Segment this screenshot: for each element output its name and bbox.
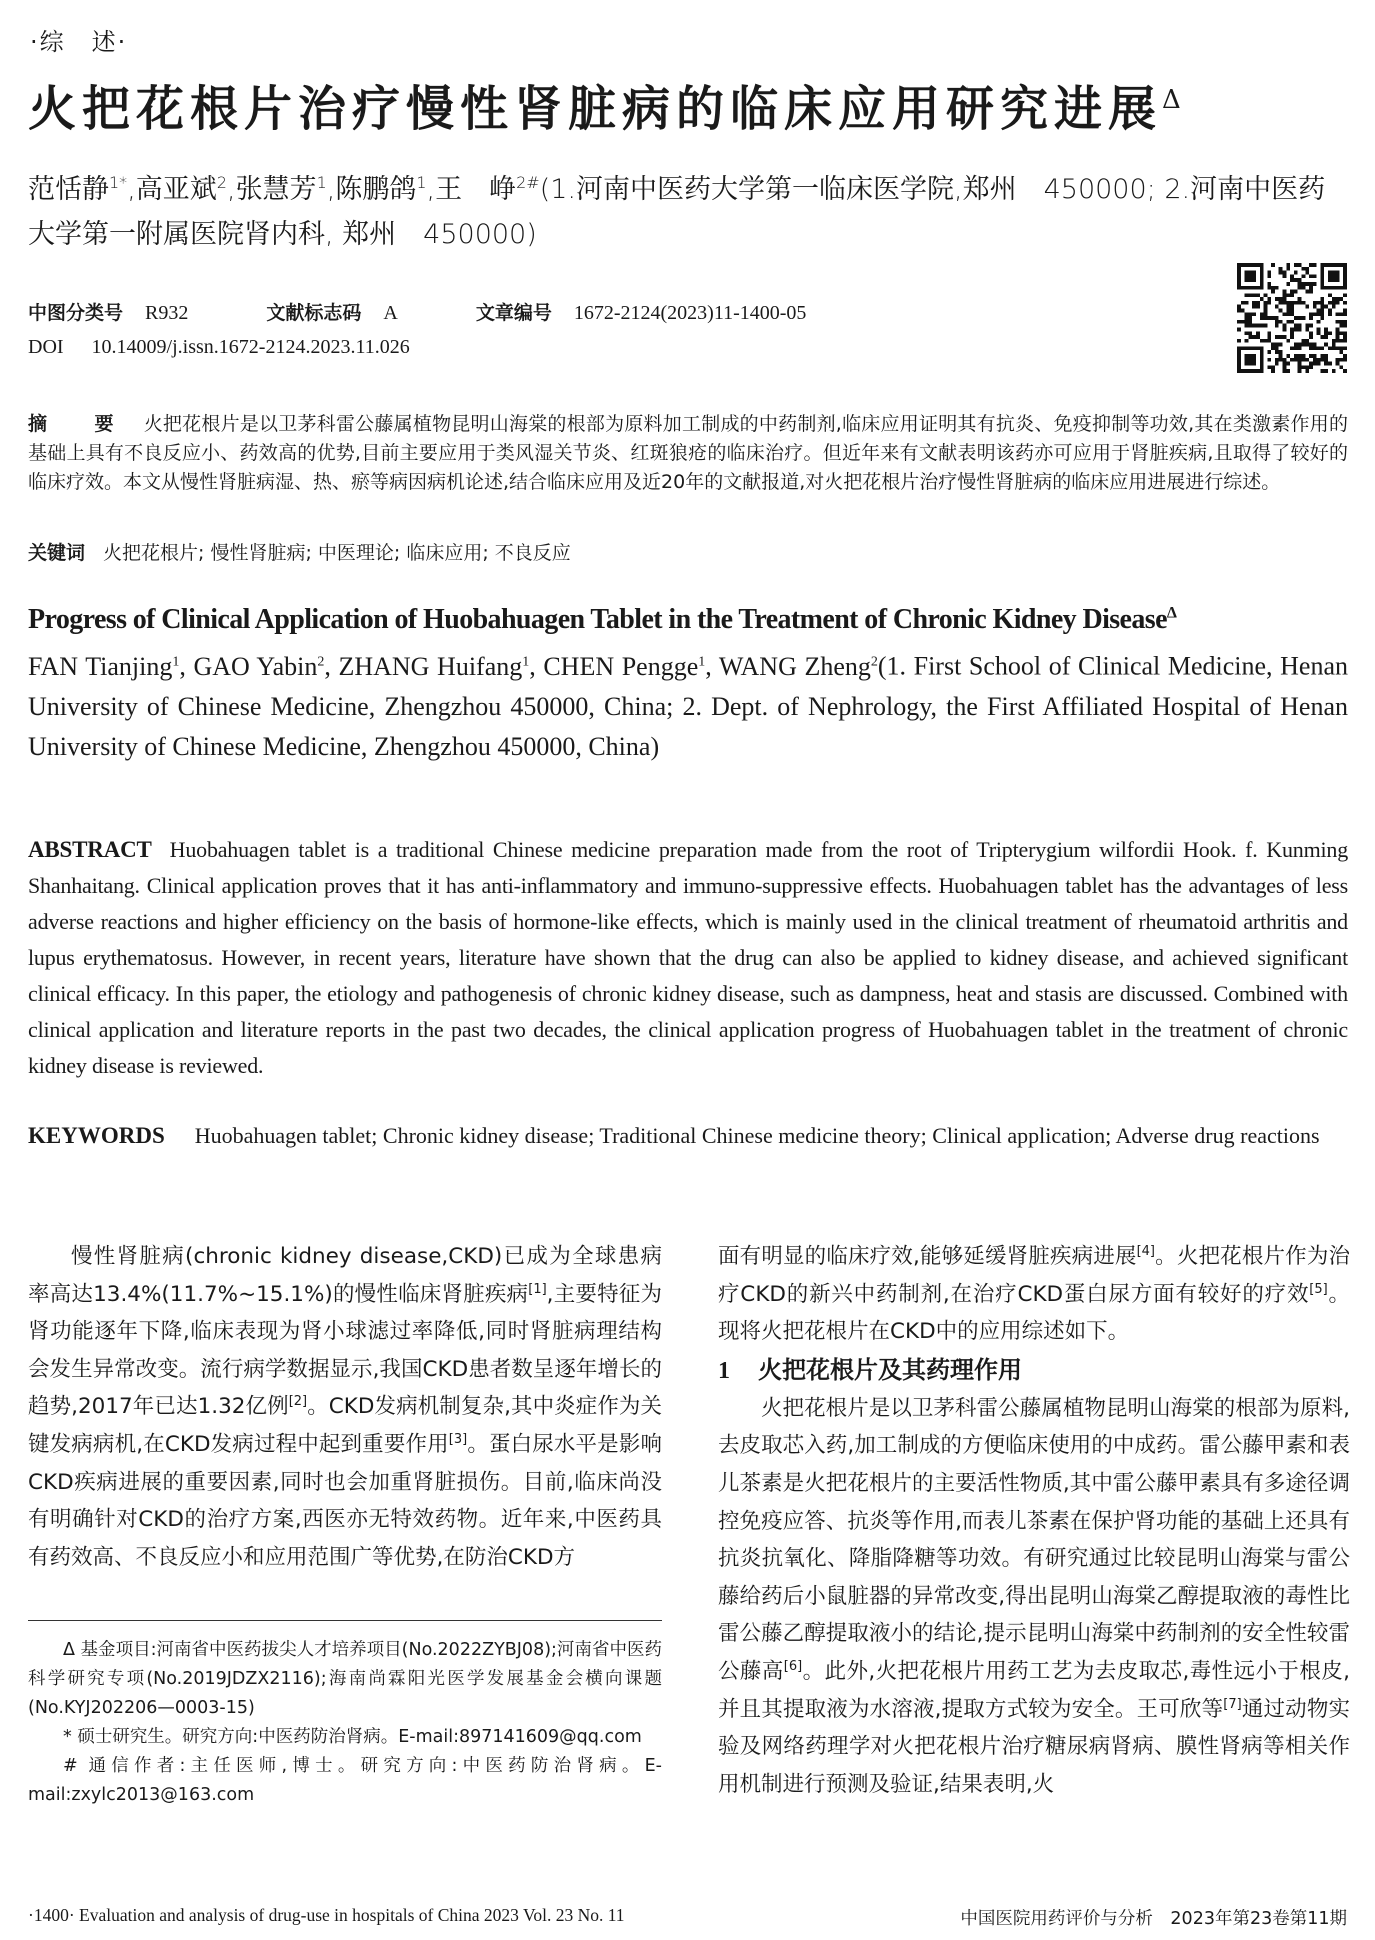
page-title: [28, 70, 1181, 139]
meta-row: [28, 298, 806, 325]
footnote-divider: [28, 1620, 662, 1621]
citation-link[interactable]: [4]: [1136, 1243, 1156, 1259]
author-en: GAO Yabin$^2$: [193, 651, 325, 681]
footer-journal-en: ·1400· Evaluation and analysis of drug-use in hospitals of China 2023 Vol. 23 No. 11: [28, 1905, 625, 1925]
abstract-cn-text: 火把花根片是以卫茅科雷公藤属植物昆明山海棠的根部为原料加工制成的中药制剂,临床应用证明其有抗炎、免疫抑制等功效,其在类激素作用的基础上具有不良反应小、药效高的优势,目前主要应用于类风湿关节炎、红斑狼疮的临床治疗。但近年来有文献表明该药亦可应用于肾脏疾病,且取得了较好的临床疗效。本文从慢性肾脏病湿、热、瘀等病因病机论述,结合临床应用及近20年的文献报道,对火把花根片治疗慢性肾脏病的临床应用进展进行综述。: [28, 413, 1348, 493]
qr-code-icon[interactable]: [1237, 263, 1347, 373]
fund-mark-en: Δ: [1166, 604, 1177, 622]
citation-link[interactable]: [2]: [288, 1394, 308, 1410]
abstract-en: [28, 832, 1348, 1084]
abstract-cn-label: 摘 要: [28, 413, 128, 435]
author: 张慧芳$^1$: [235, 173, 327, 205]
body-paragraph: 慢性肾脏病(chronic kidney disease,CKD)已成为全球患病率高达13.4%(11.7%~15.1%)的慢性临床肾脏疾病[1],主要特征为肾功能逐年下降,临床表现为肾小球滤过率降低,同时肾脏病理结构会发生异常改变。流行病学数据显示,我国CKD患者数呈逐年增长的趋势,2017年已达1.32亿例[2]。CKD发病机制复杂,其中炎症作为关键发病病机,在CKD发病过程中起到重要作用[3]。蛋白尿水平是影响CKD疾病进展的重要因素,同时也会加重肾脏损伤。目前,临床尚没有明确针对CKD的治疗方案,西医亦无特效药物。近年来,中医药具有药效高、不良反应小和应用范围广等优势,在防治CKD方: [28, 1244, 662, 1570]
authors-en: FAN Tianjing$^1$, GAO Yabin$^2$, ZHANG Huifang$^1$, CHEN Pengge$^1$, WANG Zheng$^2$(1. First School of Clinical Medicine, Henan University of Chinese Medicine, Zhengzhou 450000, China; 2. Dept. of Nephrology, the First Affiliated Hospital of Henan University of Chinese Medicine, Zhengzhou 450000, China): [28, 651, 1348, 761]
keywords-en-label: KEYWORDS: [28, 1123, 165, 1148]
abstract-cn: [28, 410, 1348, 497]
section-tag: ·综 述·: [30, 28, 128, 56]
body-column-right: [718, 1238, 1350, 1803]
author: 范恬静$^{1*}$: [28, 173, 128, 205]
keywords-en-text: Huobahuagen tablet; Chronic kidney disease; Traditional Chinese medicine theory; Clinical application; Adverse drug reactions: [194, 1123, 1320, 1148]
citation-link[interactable]: [1]: [528, 1281, 547, 1297]
citation-link[interactable]: [6]: [783, 1658, 803, 1674]
section-heading: [718, 1351, 1350, 1390]
article-no-label: 文章编号: [475, 302, 552, 324]
abstract-en-text: Huobahuagen tablet is a traditional Chinese medicine preparation made from the root of Tripterygium wilfordii Hook. f. Kunming Shanhaitang. Clinical application proves that it has anti-inflammatory and immuno-suppressive effects. Huobahuagen tablet has the advantages of less adverse reactions and higher efficiency on the basis of hormone-like effects, which is mainly used in the clinical treatment of rheumatoid arthritis and lupus erythematosus. However, in recent years, literature have shown that the drug can also be applied to kidney disease, and achieved significant clinical efficacy. In this paper, the etiology and pathogenesis of chronic kidney disease, such as dampness, heat and stasis are discussed. Combined with clinical application and literature reports in the past two decades, the clinical application progress of Huobahuagen tablet in the treatment of chronic kidney disease is reviewed.: [28, 837, 1348, 1078]
doi-label: DOI: [28, 336, 64, 358]
author: 高亚斌$^2$: [135, 173, 227, 205]
footnotes: [28, 1636, 662, 1810]
doi-row: [28, 336, 410, 359]
doi-link[interactable]: 10.14009/j.issn.1672-2124.2023.11.026: [91, 336, 410, 358]
body-column-left: [28, 1238, 662, 1576]
title-en: Progress of Clinical Application of Huobahuagen Tablet in the Treatment of Chronic Kidney Disease$^\Delta$: [28, 604, 1177, 635]
author: 王 峥$^{2\#}$: [435, 173, 540, 205]
section-number: 1: [718, 1357, 730, 1384]
clc-value: R932: [145, 302, 189, 324]
footnote-fund: Δ 基金项目:河南省中医药拔尖人才培养项目(No.2022ZYBJ08);河南省中医药科学研究专项(No.2019JDZX2116);海南尚霖阳光医学发展基金会横向课题(No.KYJ202206—0003-15): [28, 1640, 662, 1718]
footer-journal-cn: 中国医院用药评价与分析 2023年第23卷第11期: [960, 1909, 1347, 1929]
author-en: CHEN Pengge$^1$: [543, 651, 706, 681]
authors-cn: 范恬静$^{1*}$,高亚斌$^2$,张慧芳$^1$,陈鹏鸽$^1$,王 峥$^{2\#}$(1.河南中医药大学第一临床医学院,郑州 450000; 2.河南中医药大学第一附属医院肾内科, 郑州 450000): [28, 173, 1326, 250]
doc-code-value: A: [383, 302, 398, 324]
abstract-en-label: ABSTRACT: [28, 837, 152, 862]
author: 陈鹏鸽$^1$: [335, 173, 427, 205]
keywords-cn-text: 火把花根片; 慢性肾脏病; 中医理论; 临床应用; 不良反应: [103, 542, 571, 564]
body-paragraph: 面有明显的临床疗效,能够延缓肾脏疾病进展[4]。火把花根片作为治疗CKD的新兴中药制剂,在治疗CKD蛋白尿方面有较好的疗效[5]。现将火把花根片在CKD中的应用综述如下。: [718, 1243, 1350, 1345]
fund-mark: Δ: [1162, 85, 1181, 115]
doc-code-label: 文献标志码: [266, 302, 362, 324]
citation-link[interactable]: [7]: [1223, 1696, 1242, 1712]
title-cn-text: 火把花根片治疗慢性肾脏病的临床应用研究进展: [28, 81, 1163, 137]
affiliations-en: (1. First School of Clinical Medicine, Henan University of Chinese Medicine, Zhengzhou 450000, China; 2. Dept. of Nephrology, the First Affiliated Hospital of Henan University of Chinese Medicine, Zhengzhou 450000, China): [28, 651, 1348, 761]
author-en: FAN Tianjing$^1$: [28, 651, 180, 681]
section-title: 火把花根片及其药理作用: [758, 1355, 1022, 1384]
footnote-first-author: * 硕士研究生。研究方向:中医药防治肾病。E-mail:897141609@qq.com: [63, 1727, 642, 1747]
keywords-cn: [28, 538, 1348, 565]
citation-link[interactable]: [5]: [1309, 1281, 1328, 1297]
keywords-cn-label: 关键词: [28, 542, 86, 564]
citation-link[interactable]: [3]: [448, 1431, 468, 1447]
author-en: WANG Zheng$^2$: [718, 651, 878, 681]
clc-label: 中图分类号: [28, 302, 124, 324]
affiliations-cn: (1.河南中医药大学第一临床医学院,郑州 450000; 2.河南中医药大学第一附属医院肾内科, 郑州 450000): [28, 174, 1326, 250]
footnote-corresponding: # 通信作者:主任医师,博士。研究方向:中医药防治肾病。E-mail:zxylc2013@163.com: [28, 1756, 662, 1805]
body-paragraph: 火把花根片是以卫茅科雷公藤属植物昆明山海棠的根部为原料,去皮取芯入药,加工制成的方便临床使用的中成药。雷公藤甲素和表儿茶素是火把花根片的主要活性物质,其中雷公藤甲素具有多途径调控免疫应答、抗炎等作用,而表儿茶素在保护肾功能的基础上还具有抗炎抗氧化、降脂降糖等功效。有研究通过比较昆明山海棠与雷公藤给药后小鼠脏器的异常改变,得出昆明山海棠乙醇提取液的毒性比雷公藤乙醇提取液小的结论,提示昆明山海棠中药制剂的安全性较雷公藤高[6]。此外,火把花根片用药工艺为去皮取芯,毒性远小于根皮,并且其提取液为水溶液,提取方式较为安全。王可欣等[7]通过动物实验及网络药理学对火把花根片治疗糖尿病肾病、膜性肾病等相关作用机制进行预测及验证,结果表明,火: [718, 1395, 1350, 1797]
keywords-en: [28, 1118, 1348, 1154]
article-no-value: 1672-2124(2023)11-1400-05: [573, 302, 807, 324]
author-en: ZHANG Huifang$^1$: [338, 651, 530, 681]
